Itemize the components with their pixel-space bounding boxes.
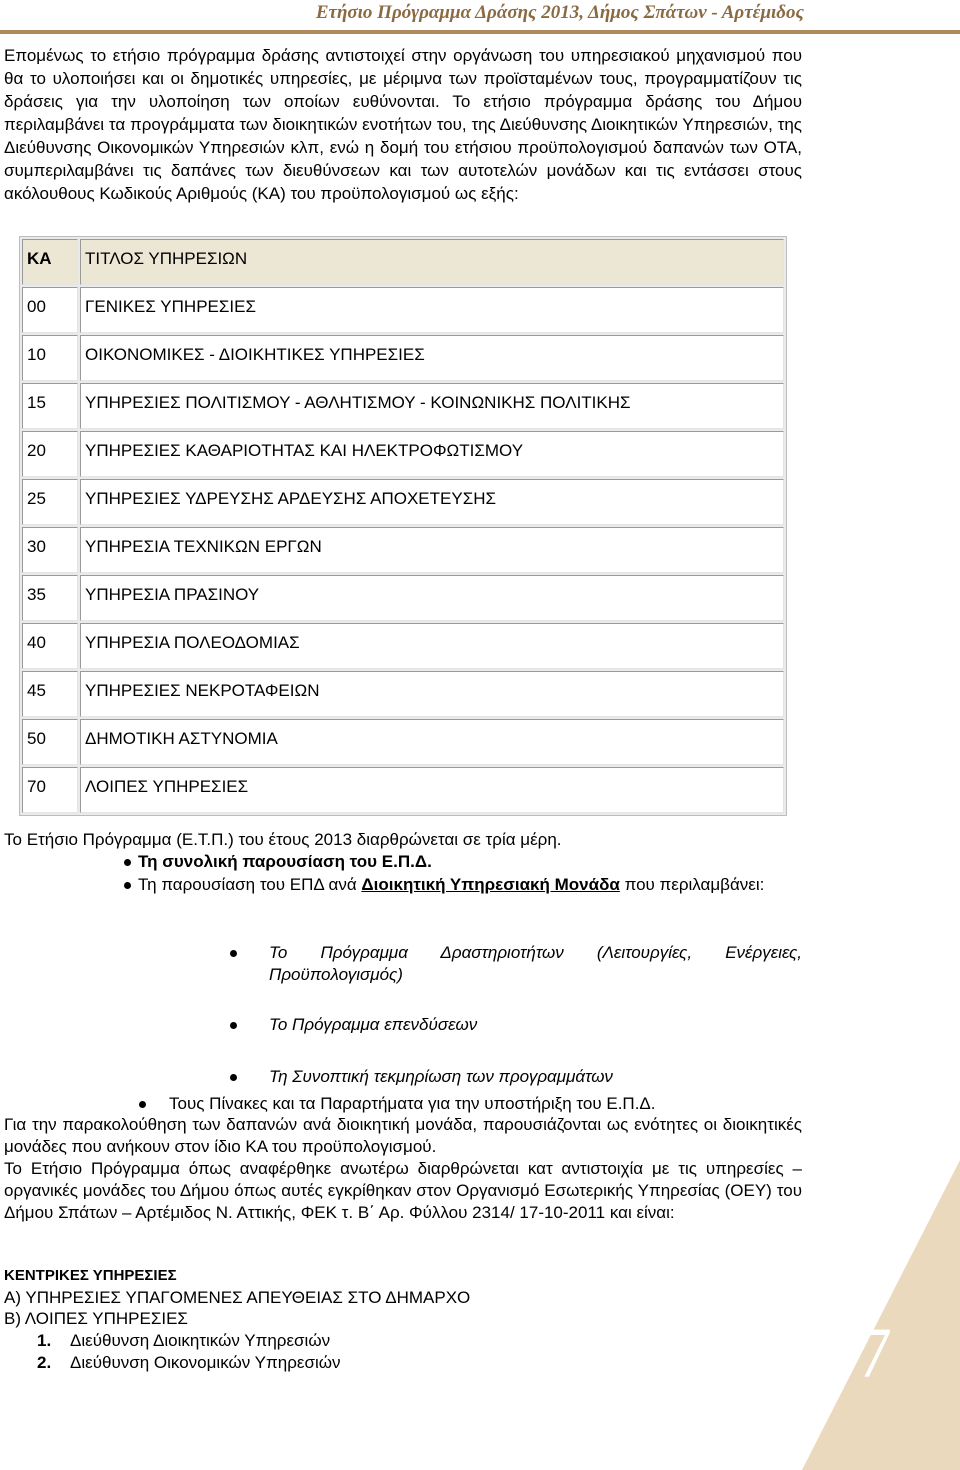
structure-bullet-2 [138, 874, 802, 896]
bullet-dot [230, 950, 237, 957]
item-number: 2. [37, 1353, 52, 1372]
table-row [22, 623, 784, 669]
row-code: 45 [22, 671, 78, 717]
row-title: ΥΠΗΡΕΣΙΕΣ ΠΟΛΙΤΙΣΜΟΥ - ΑΘΛΗΤΙΣΜΟΥ - ΚΟΙΝΩΝΙΚΗΣ ΠΟΛΙΤΙΚΗΣ [80, 383, 784, 429]
bullet-2-post: που περιλαμβάνει: [619, 875, 765, 894]
table-row [22, 719, 784, 765]
table-row [22, 287, 784, 333]
monitoring-paragraph: Για την παρακολούθηση των δαπανών ανά διοικητική μονάδα, παρουσιάζονται ως ενότητες οι διοικητικές μονάδες που ανήκουν στον ίδιο ΚΑ του προϋπολογισμού. [4, 1115, 802, 1156]
item-text: Διεύθυνση Οικονομικών Υπηρεσιών [70, 1353, 341, 1372]
item-text: Διεύθυνση Διοικητικών Υπηρεσιών [70, 1331, 331, 1350]
row-code: 30 [22, 527, 78, 573]
table-row [22, 383, 784, 429]
organization-paragraph: Το Ετήσιο Πρόγραμμα όπως αναφέρθηκε ανωτέρω διαρθρώνεται κατ αντιστοιχία με τις υπηρεσίες – οργανικές μονάδες του Δήμου όπως αυτές εγκρίθηκαν στον Οργανισμό Εσωτερικής Υπηρεσίας (ΟΕΥ) του Δήμου Σπάτων – Αρτέμιδος Ν. Αττικής, ΦΕΚ τ. Β΄ Αρ. Φύλλου 2314/ 17-10-2011 και είναι: [4, 1159, 802, 1222]
bullet-dot [139, 1101, 146, 1108]
row-code: 25 [22, 479, 78, 525]
item-number: 1. [37, 1331, 52, 1350]
bullet-dot [124, 859, 131, 866]
bullet-2-pre: Τη παρουσίαση του ΕΠΔ ανά [138, 875, 362, 894]
running-header: Ετήσιο Πρόγραμμα Δράσης 2013, Δήμος Σπάτων - Αρτέμιδος [315, 2, 804, 23]
row-title: ΥΠΗΡΕΣΙΑ ΤΕΧΝΙΚΩΝ ΕΡΓΩΝ [80, 527, 784, 573]
row-title: ΟΙΚΟΝΟΜΙΚΕΣ - ΔΙΟΙΚΗΤΙΚΕΣ ΥΠΗΡΕΣΙΕΣ [80, 335, 784, 381]
row-code: 50 [22, 719, 78, 765]
sub-item-2: Το Πρόγραμμα επενδύσεων [269, 1015, 478, 1034]
table-row [22, 767, 784, 813]
header-title: ΤΙΤΛΟΣ ΥΠΗΡΕΣΙΩΝ [80, 239, 784, 285]
bullet-dot [230, 1074, 237, 1081]
bullet-dot [124, 882, 131, 889]
table-row [22, 431, 784, 477]
structure-lead: Το Ετήσιο Πρόγραμμα (Ε.Τ.Π.) του έτους 2013 διαρθρώνεται σε τρία μέρη. [4, 830, 562, 849]
row-title: ΥΠΗΡΕΣΙΕΣ ΚΑΘΑΡΙΟΤΗΤΑΣ ΚΑΙ ΗΛΕΚΤΡΟΦΩΤΙΣΜΟΥ [80, 431, 784, 477]
row-code: 00 [22, 287, 78, 333]
table-row [22, 671, 784, 717]
central-services-b: Β) ΛΟΙΠΕΣ ΥΠΗΡΕΣΙΕΣ [4, 1309, 188, 1328]
row-code: 35 [22, 575, 78, 621]
row-title: ΔΗΜΟΤΙΚΗ ΑΣΤΥΝΟΜΙΑ [80, 719, 784, 765]
table-row [22, 527, 784, 573]
services-table [19, 236, 787, 816]
header-code: ΚΑ [22, 239, 78, 285]
row-title: ΥΠΗΡΕΣΙΕΣ ΝΕΚΡΟΤΑΦΕΙΩΝ [80, 671, 784, 717]
row-title: ΥΠΗΡΕΣΙΕΣ ΥΔΡΕΥΣΗΣ ΑΡΔΕΥΣΗΣ ΑΠΟΧΕΤΕΥΣΗΣ [80, 479, 784, 525]
sub-item-3: Τη Συνοπτική τεκμηρίωση των προγραμμάτων [269, 1067, 613, 1086]
header-rule [0, 30, 960, 34]
page-number: 7 [856, 1313, 892, 1393]
row-title: ΥΠΗΡΕΣΙΑ ΠΟΛΕΟΔΟΜΙΑΣ [80, 623, 784, 669]
structure-bullet-3: Τους Πίνακες και τα Παραρτήματα για την υποστήριξη του Ε.Π.Δ. [169, 1094, 656, 1113]
row-code: 40 [22, 623, 78, 669]
table-row [22, 335, 784, 381]
intro-paragraph: Επομένως το ετήσιο πρόγραμμα δράσης αντιστοιχεί στην οργάνωση του υπηρεσιακού μηχανισμού που θα το υλοποιήσει και οι δημοτικές υπηρεσίες, με μέριμνα των προϊσταμένων τους, προγραμματίζουν τις δράσεις για την υλοποίηση των οποίων ευθύνονται. Το ετήσιο πρόγραμμα δράσης του Δήμου περιλαμβάνει τα προγράμματα των διοικητικών ενοτήτων του, της Διεύθυνσης Διοικητικών Υπηρεσιών, της Διεύθυνσης Οικονομικών Υπηρεσιών κλπ, ενώ η δομή του ετήσιου προϋπολογισμού δαπανών των ΟΤΑ, συμπεριλαμβάνει τις δαπάνες των διευθύνσεων και των αυτοτελών μονάδων και τις εντάσσει στους ακόλουθους Κωδικούς Αριθμούς (ΚΑ) του προϋπολογισμού ως εξής: [4, 46, 802, 203]
row-code: 70 [22, 767, 78, 813]
table-header-row [22, 239, 784, 285]
bullet-dot [230, 1022, 237, 1029]
central-services-heading: ΚΕΝΤΡΙΚΕΣ ΥΠΗΡΕΣΙΕΣ [4, 1267, 177, 1284]
row-code: 15 [22, 383, 78, 429]
row-code: 10 [22, 335, 78, 381]
row-code: 20 [22, 431, 78, 477]
row-title: ΛΟΙΠΕΣ ΥΠΗΡΕΣΙΕΣ [80, 767, 784, 813]
row-title: ΥΠΗΡΕΣΙΑ ΠΡΑΣΙΝΟΥ [80, 575, 784, 621]
table-row [22, 479, 784, 525]
row-title: ΓΕΝΙΚΕΣ ΥΠΗΡΕΣΙΕΣ [80, 287, 784, 333]
sub-item-1: Το Πρόγραμμα Δραστηριοτήτων (Λειτουργίες, Ενέργειες, Προϋπολογισμός) [269, 943, 802, 984]
table-row [22, 575, 784, 621]
structure-bullet-1: Τη συνολική παρουσίαση του Ε.Π.Δ. [138, 852, 432, 871]
central-services-a: Α) ΥΠΗΡΕΣΙΕΣ ΥΠΑΓΟΜΕΝΕΣ ΑΠΕΥΘΕΙΑΣ ΣΤΟ ΔΗΜΑΡΧΟ [4, 1288, 471, 1307]
bullet-2-emph: Διοικητική Υπηρεσιακή Μονάδα [361, 875, 620, 894]
